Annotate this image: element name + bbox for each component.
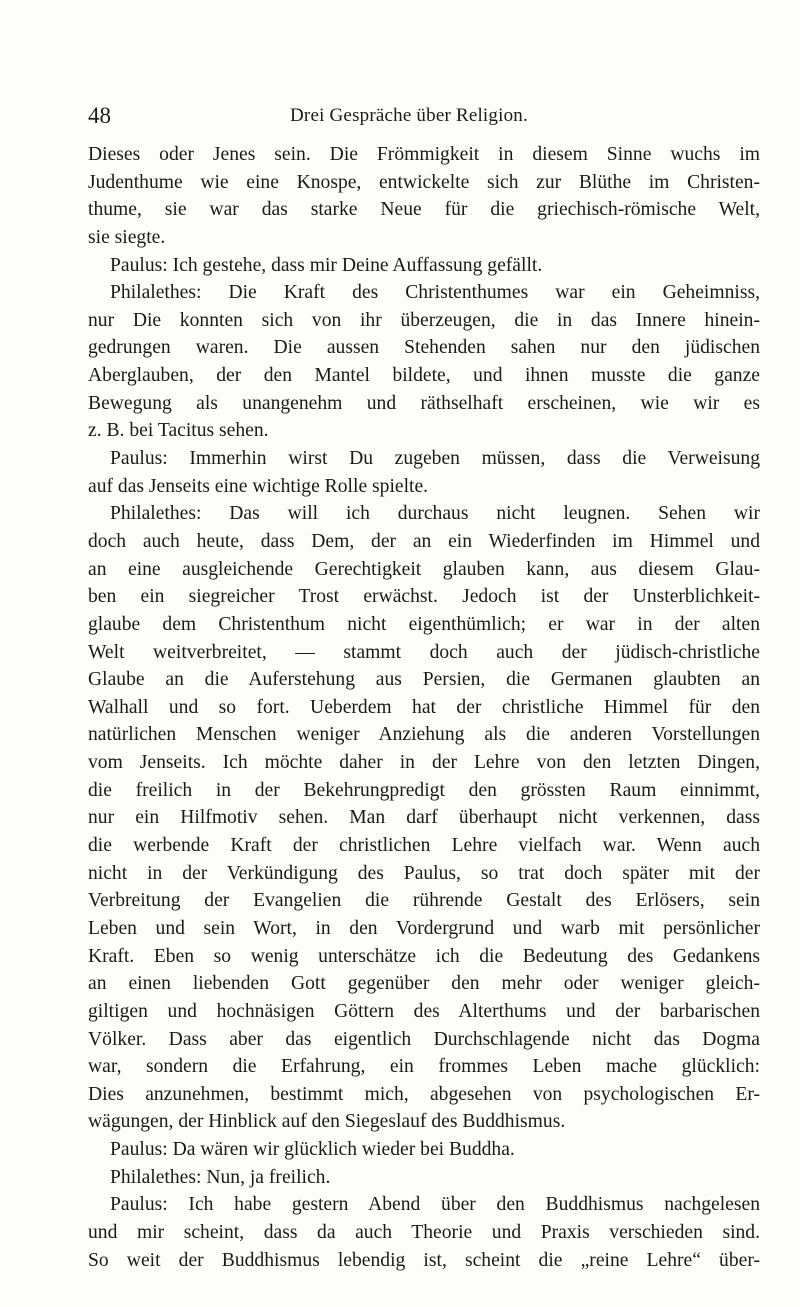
- text-line: Philalethes: Nun, ja freilich.: [110, 1166, 331, 1188]
- text-line: So weit der Buddhismus lebendig ist, scheint die „reine Lehre“ über-: [88, 1249, 760, 1271]
- text-line: gedrungen waren. Die aussen Stehenden sahen nur den jüdischen: [88, 337, 760, 359]
- running-title: Drei Gespräche über Religion.: [290, 105, 528, 126]
- text-line: an eine ausgleichende Gerechtigkeit glauben kann, aus diesem Glau-: [88, 558, 760, 580]
- text-line: Bewegung als unangenehm und räthselhaft erscheinen, wie wir es: [88, 392, 760, 414]
- text-line: Völker. Dass aber das eigentlich Durchschlagende nicht das Dogma: [88, 1028, 760, 1050]
- text-line: Dies anzunehmen, bestimmt mich, abgesehen von psychologischen Er-: [88, 1083, 760, 1105]
- text-line: Welt weitverbreitet, — stammt doch auch der jüdisch-christliche: [88, 641, 760, 663]
- text-line: Judenthume wie eine Knospe, entwickelte sich zur Blüthe im Christen-: [88, 171, 760, 193]
- page-number: 48: [88, 103, 111, 128]
- text-line: die werbende Kraft der christlichen Lehre vielfach war. Wenn auch: [88, 835, 760, 857]
- text-line: Philalethes: Das will ich durchaus nicht leugnen. Sehen wir: [110, 503, 760, 525]
- text-line: Paulus: Da wären wir glücklich wieder bei Buddha.: [110, 1139, 515, 1161]
- text-line: Paulus: Ich habe gestern Abend über den Buddhismus nachgelesen: [110, 1194, 760, 1216]
- text-line: Paulus: Immerhin wirst Du zugeben müssen, dass die Verweisung: [110, 448, 760, 470]
- text-line: sie siegte.: [88, 226, 166, 248]
- text-line: und mir scheint, dass da auch Theorie und Praxis verschieden sind.: [88, 1221, 760, 1243]
- page-header: [88, 103, 758, 133]
- text-line: nur Die konnten sich von ihr überzeugen, die in das Innere hinein-: [88, 309, 760, 331]
- text-line: glaube dem Christenthum nicht eigenthümlich; er war in der alten: [88, 613, 760, 635]
- text-line: auf das Jenseits eine wichtige Rolle spielte.: [88, 475, 429, 497]
- text-line: Leben und sein Wort, in den Vordergrund und warb mit persönlicher: [88, 917, 760, 939]
- text-line: wägungen, der Hinblick auf den Siegeslauf des Buddhismus.: [88, 1111, 566, 1133]
- body-text: [88, 141, 760, 1274]
- text-line: Verbreitung der Evangelien die rührende Gestalt des Erlösers, sein: [88, 890, 760, 912]
- text-line: Walhall und so fort. Ueberdem hat der christliche Himmel für den: [88, 696, 760, 718]
- text-line: giltigen und hochnäsigen Göttern des Alterthums und der barbarischen: [88, 1000, 760, 1022]
- text-line: Paulus: Ich gestehe, dass mir Deine Auffassung gefällt.: [110, 254, 543, 276]
- text-line: Dieses oder Jenes sein. Die Frömmigkeit in diesem Sinne wuchs im: [88, 144, 760, 165]
- text-line: z. B. bei Tacitus sehen.: [88, 420, 269, 442]
- text-line: thume, sie war das starke Neue für die griechisch-römische Welt,: [88, 199, 760, 221]
- text-line: doch auch heute, dass Dem, der an ein Wiederfinden im Himmel und: [88, 530, 760, 552]
- text-line: ben ein siegreicher Trost erwächst. Jedoch ist der Unsterblichkeit-: [88, 586, 760, 608]
- text-line: Philalethes: Die Kraft des Christenthumes war ein Geheimniss,: [110, 282, 760, 304]
- text-line: vom Jenseits. Ich möchte daher in der Lehre von den letzten Dingen,: [88, 752, 760, 774]
- text-line: Kraft. Eben so wenig unterschätze ich die Bedeutung des Gedankens: [88, 945, 760, 967]
- text-line: nicht in der Verkündigung des Paulus, so trat doch später mit der: [88, 862, 760, 884]
- text-line: Aberglauben, der den Mantel bildete, und ihnen musste die ganze: [88, 365, 760, 387]
- text-line: natürlichen Menschen weniger Anziehung als die anderen Vorstellungen: [88, 724, 760, 746]
- text-line: die freilich in der Bekehrungpredigt den grössten Raum einnimmt,: [88, 779, 760, 801]
- text-line: an einen liebenden Gott gegenüber den mehr oder weniger gleich-: [88, 973, 760, 995]
- text-line: war, sondern die Erfahrung, ein frommes Leben mache glücklich:: [88, 1056, 760, 1078]
- text-line: Glaube an die Auferstehung aus Persien, die Germanen glaubten an: [88, 669, 760, 691]
- text-line: nur ein Hilfmotiv sehen. Man darf überhaupt nicht verkennen, dass: [88, 807, 760, 829]
